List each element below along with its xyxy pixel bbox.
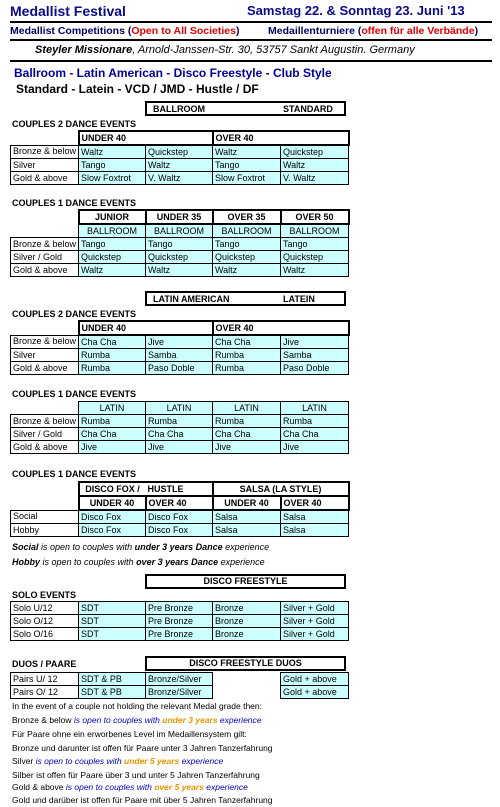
styles-en: Ballroom - Latin American - Disco Freestyle - Club Style bbox=[14, 66, 332, 80]
latin-header-box: LATIN AMERICAN LATEIN bbox=[145, 291, 346, 306]
duos-header-box: DISCO FREESTYLE DUOS bbox=[145, 656, 346, 671]
disco-header-box: DISCO FREESTYLE bbox=[145, 574, 346, 589]
social-note: Social is open to couples with under 3 years Dance experience bbox=[12, 542, 270, 552]
table-row: Bronze & below Cha Cha Jive Cha Cha Jive bbox=[11, 335, 349, 349]
ballroom-couples2-table: UNDER 40 OVER 40 Bronze & below Waltz Quickstep Waltz Quickstep Silver Tango Waltz Tango Waltz Gold & above Slow Foxtrot V. Waltz Slow Foxtrot V. Waltz bbox=[10, 130, 350, 185]
solo-events-title: SOLO EVENTS bbox=[12, 590, 77, 600]
table-row: Social Disco Fox Disco Fox Salsa Salsa bbox=[11, 510, 349, 524]
table-row: Gold & above Jive Jive Jive Jive bbox=[11, 441, 349, 454]
styles-de: Standard - Latein - VCD / JMD - Hustle / DF bbox=[16, 82, 259, 96]
table-row: Gold & above Waltz Waltz Waltz Waltz bbox=[11, 264, 349, 277]
club-table: DISCO FOX / HUSTLE SALSA (LA STYLE) UNDER 40 OVER 40 UNDER 40 OVER 40 Social Disco Fox Disco Fox Salsa Salsa Hobby Disco Fox Disco Fox Salsa Salsa bbox=[10, 481, 350, 537]
footer-line-3: Für Paare ohne ein erworbenes Level im Medaillensystem gilt: bbox=[12, 729, 247, 739]
table-row: Gold & above Rumba Paso Doble Rumba Paso Doble bbox=[11, 362, 349, 375]
footer-line-2: Bronze & below is open to couples with under 3 years experience bbox=[12, 715, 262, 725]
table-row: Silver / Gold Quickstep Quickstep Quickstep Quickstep bbox=[11, 251, 349, 264]
competitions-en: Medallist Competitions (Open to All Societies) bbox=[10, 25, 240, 37]
footer-line-1: In the event of a couple not holding the relevant Medal grade then: bbox=[12, 701, 262, 711]
footer-line-6: Silber ist offen für Paare über 3 und unter 5 Jahren Tanzerfahrung bbox=[12, 770, 260, 780]
divider bbox=[10, 39, 492, 41]
footer-line-4: Bronze und darunter ist offen für Paare unter 3 Jahren Tanzerfahrung bbox=[12, 743, 273, 753]
ballroom-couples1-table: JUNIOR UNDER 35 OVER 35 OVER 50 BALLROOM BALLROOM BALLROOM BALLROOM Bronze & below Tango Tango Tango Tango Silver / Gold Quickstep Quickstep Quickstep Quickstep Gold & above Waltz Waltz Waltz Waltz bbox=[10, 209, 350, 277]
table-row: Silver / Gold Cha Cha Cha Cha Cha Cha Cha Cha bbox=[11, 428, 349, 441]
table-row: Solo O/16 SDT Pre Bronze Bronze Silver + Gold bbox=[11, 628, 349, 641]
table-row: Bronze & below Tango Tango Tango Tango bbox=[11, 238, 349, 251]
table-row: Silver Tango Waltz Tango Waltz bbox=[11, 159, 349, 172]
ballroom-header-box: BALLROOM STANDARD bbox=[145, 101, 346, 116]
table-row: Hobby Disco Fox Disco Fox Salsa Salsa bbox=[11, 524, 349, 537]
divider bbox=[10, 21, 492, 23]
duos-title: DUOS / PAARE bbox=[12, 659, 77, 669]
solo-table bbox=[10, 601, 349, 641]
event-date: Samstag 22. & Sonntag 23. Juni '13 bbox=[247, 3, 465, 18]
table-row: Pairs U/ 12 SDT & PB Bronze/Silver Gold + above bbox=[11, 673, 349, 686]
table-row: Solo U/12 SDT Pre Bronze Bronze Silver + Gold bbox=[11, 602, 349, 615]
table-row: Bronze & below Rumba Rumba Rumba Rumba bbox=[11, 415, 349, 428]
page-title: Medallist Festival bbox=[10, 3, 126, 19]
table-row: Gold & above Slow Foxtrot V. Waltz Slow Foxtrot V. Waltz bbox=[11, 172, 349, 185]
latin-couples1-title: COUPLES 1 DANCE EVENTS bbox=[12, 389, 137, 399]
footer-line-5: Silver is open to couples with under 5 years experience bbox=[12, 756, 224, 766]
duos-table bbox=[10, 672, 349, 699]
ballroom-couples2-title: COUPLES 2 DANCE EVENTS bbox=[12, 119, 137, 129]
venue-address: Steyler Missionare, Arnold-Janssen-Str. 30, 53757 Sankt Augustin. Germany bbox=[35, 44, 415, 56]
table-row: Silver Rumba Samba Rumba Samba bbox=[11, 349, 349, 362]
latin-couples2-title: COUPLES 2 DANCE EVENTS bbox=[12, 309, 137, 319]
latin-couples1-table: LATIN LATIN LATIN LATIN Bronze & below Rumba Rumba Rumba Rumba Silver / Gold Cha Cha Cha Cha Cha Cha Cha Cha Gold & above Jive Jive Jive Jive bbox=[10, 401, 349, 454]
latin-couples2-table: UNDER 40 OVER 40 Bronze & below Cha Cha Jive Cha Cha Jive Silver Rumba Samba Rumba Samba Gold & above Rumba Paso Doble Rumba Paso Doble bbox=[10, 320, 350, 375]
club-couples1-title: COUPLES 1 DANCE EVENTS bbox=[12, 469, 137, 479]
competitions-de: Medaillenturniere (offen für alle Verbände) bbox=[268, 25, 479, 37]
table-row: Bronze & below Waltz Quickstep Waltz Quickstep bbox=[11, 145, 349, 159]
table-row: Solo O/12 SDT Pre Bronze Bronze Silver + Gold bbox=[11, 615, 349, 628]
hobby-note: Hobby is open to couples with over 3 years Dance experience bbox=[12, 557, 265, 567]
footer-line-8: Gold und darüber ist offen für Paare mit über 5 Jahren Tanzerfahrung bbox=[12, 795, 273, 805]
divider bbox=[10, 60, 492, 62]
table-row: Pairs O/ 12 SDT & PB Bronze/Silver Gold + above bbox=[11, 686, 349, 699]
ballroom-couples1-title: COUPLES 1 DANCE EVENTS bbox=[12, 198, 137, 208]
footer-line-7: Gold & above is open to couples with over 5 years experience bbox=[12, 782, 248, 792]
